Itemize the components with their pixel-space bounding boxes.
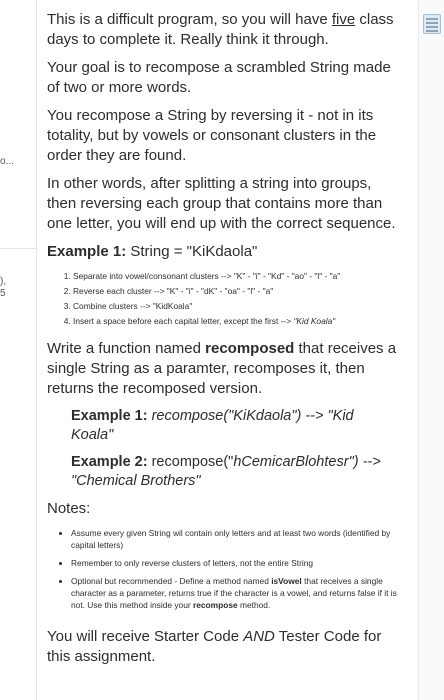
example-1-steps: [47, 270, 399, 327]
underlined-five: five: [331, 11, 356, 28]
step-item: 1. Separate into vowel/consonant clusters --> "K" - "i" - "Kd" - "ao" - "l" - "a": [73, 270, 399, 282]
assignment-content: [47, 10, 399, 675]
left-gutter: [0, 0, 37, 700]
step-item: 4. Insert a space before each capital letter, except the first --> "Kid Koala": [73, 315, 399, 327]
right-rail: [418, 0, 444, 700]
gutter-fragment: 5: [0, 288, 6, 299]
gutter-fragment: ),: [0, 276, 7, 287]
notes-heading: Notes:: [47, 500, 91, 517]
example-call-1: Example 1: recompose("KiKdaola") --> "Kid Koala": [71, 408, 354, 443]
note-item: • Assume every given String wil contain only letters and at least two words (identified by capital letters): [71, 527, 399, 551]
gutter-divider: [0, 248, 36, 249]
document-thumbnail-icon[interactable]: [423, 14, 441, 34]
starter-code-note: You will receive Starter Code AND Tester Code for this assignment.: [47, 628, 382, 665]
step-item: 2. Reverse each cluster --> "K" - "i" - "dK" - "oa" - "l" - "a": [73, 285, 399, 297]
notes-list: [47, 527, 399, 611]
gutter-fragment: o...: [0, 156, 14, 167]
function-description: Write a function named recomposed that receives a single String as a paramter, recomposes it, then returns the recomposed version.: [47, 340, 397, 397]
note-item: • Optional but recommended - Define a method named isVowel that receives a single character as a parameter, returns true if the character is a vowel, and returns false if it is not. Use this method inside your recompose method.: [71, 575, 399, 611]
intro-paragraph-3: You recompose a String by reversing it - not in its totality, but by vowels or consonant clusters in the order they are found.: [47, 107, 377, 164]
note-item: • Remember to only reverse clusters of letters, not the entire String: [71, 557, 399, 569]
intro-paragraph-1: This is a difficult program, so you will have five class days to complete it. Really think it through.: [47, 11, 394, 48]
intro-paragraph-4: In other words, after splitting a string into groups, then reversing each group that contains more than one letter, you will end up with the correct sequence.: [47, 175, 396, 232]
example-1-heading: Example 1: String = "KiKdaola": [47, 243, 258, 260]
example-call-2: Example 2: recompose("hCemicarBlohtesr") --> "Chemical Brothers": [71, 454, 381, 489]
intro-paragraph-2: Your goal is to recompose a scrambled String made of two or more words.: [47, 59, 391, 96]
step-item: 3. Combine clusters --> "KidKoala": [73, 300, 399, 312]
